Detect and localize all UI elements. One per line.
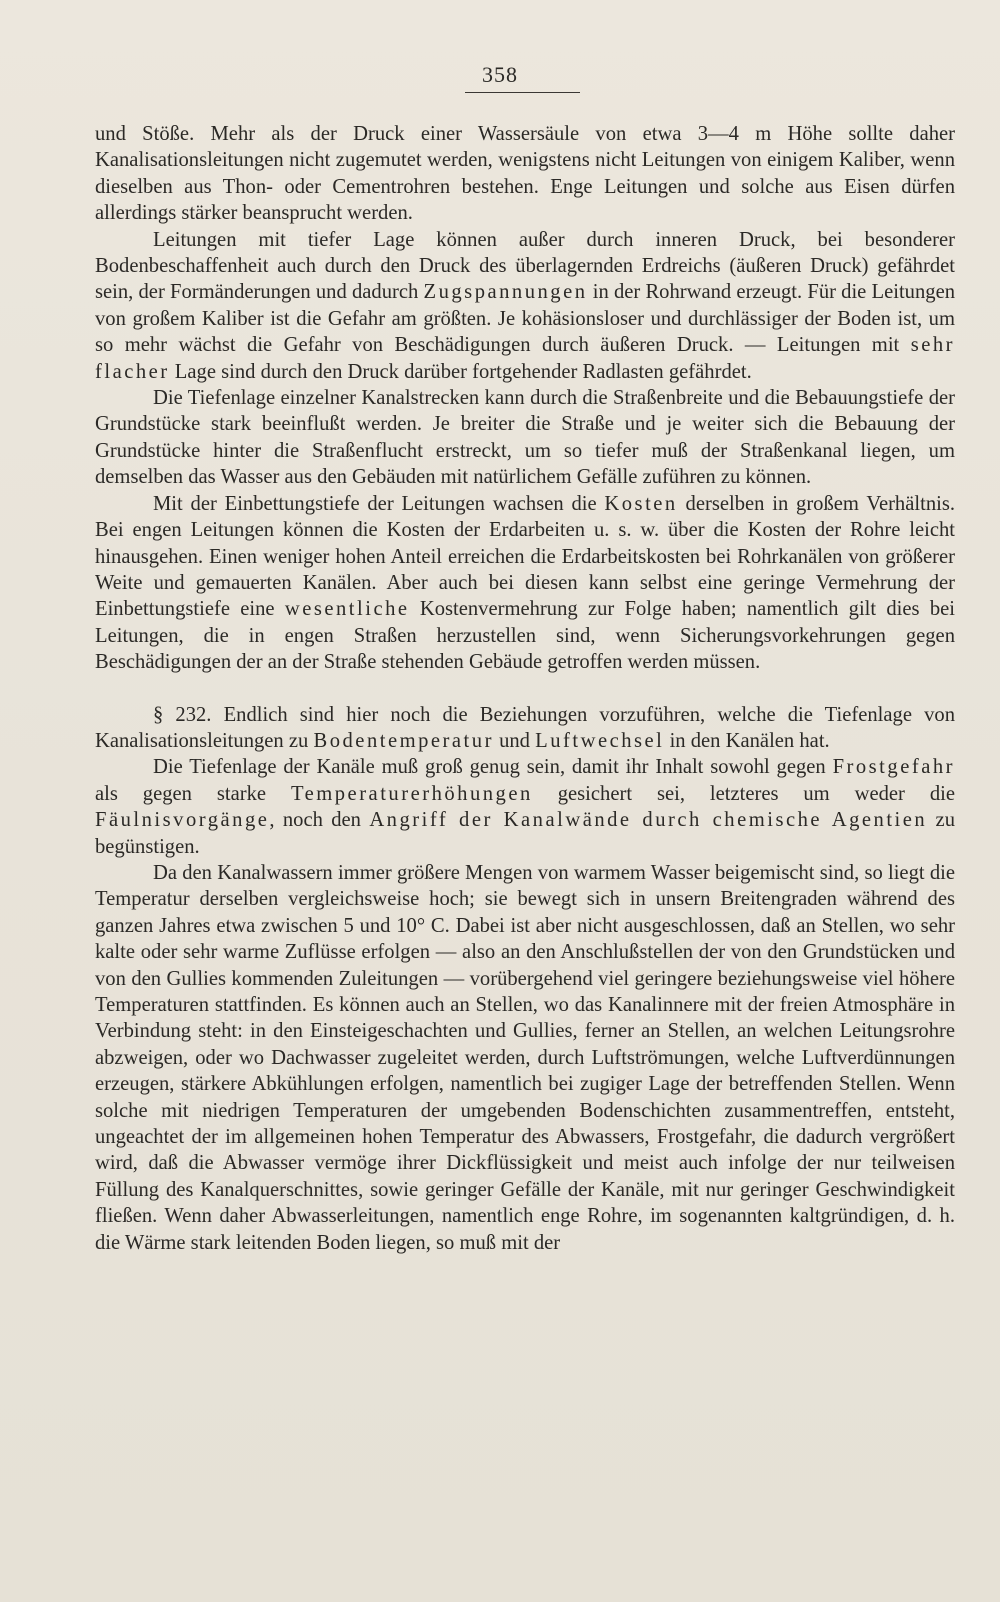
- spaced-emphasis: wesentliche: [284, 598, 410, 621]
- text-run: Lage sind durch den Druck darüber fortgehender Radlasten gefährdet.: [169, 360, 752, 383]
- text-run: Die Tiefenlage einzelner Kanalstrecken kann durch die Straßenbreite und die Bebauungstiefe der Grundstücke stark beeinflußt werden. Je breiter die Straße und je weiter sich die Bebauung der Grundstücke hinter die Straßenflucht erstreckt, um so tiefer muß der Straßenkanal liegen, um demselben das Wasser aus den Gebäuden mit natürlichem Gefälle zuführen zu können.: [95, 387, 955, 489]
- text-run: Leitungen mit tiefer Lage können außer durch inneren Druck, bei besonderer Bodenbeschaffenheit auch durch den Druck des überlagernden Erdreichs (äußeren Druck) gefährdet sein, der Formänderungen und dadurch: [95, 228, 955, 304]
- text-run: gesichert sei, letzteres um weder die: [532, 782, 955, 805]
- paragraph: [95, 860, 955, 1256]
- page-number: 358: [482, 62, 518, 87]
- header-rule: [465, 92, 580, 93]
- text-run: Da den Kanalwassern immer größere Mengen von warmem Wasser beigemischt sind, so liegt die Temperatur derselben vergleichsweise hoch; sie bewegt sich in unsern Breitengraden während des ganzen Jahres etwa zwischen 5 und 10° C. Dabei ist aber nicht ausgeschlossen, daß an Stellen, wo sehr kalte oder sehr warme Zuflüsse erfolgen — also an den Anschlußstellen der von den Grundstücken und von den Gullies kommenden Zuleitungen — vorübergehend viel geringere beziehungsweise viel höhere Temperaturen stattfinden. Es können auch an Stellen, wo das Kanalinnere mit der freien Atmosphäre in Verbindung steht: in den Einsteigeschachten und Gullies, ferner an Stellen, an welchen Leitungsrohre abzweigen, oder wo Dachwasser zugeleitet werden, durch Luftströmungen, welche Luftverdünnungen erzeugen, stärkere Abkühlungen erfolgen, namentlich bei zugiger Lage der betreffenden Stellen. Wenn solche mit niedrigen Temperaturen der umgebenden Bodenschichten zusammentreffen, entsteht, ungeachtet der im allgemeinen hohen Temperatur des Abwassers, Frostgefahr, die dadurch vergrößert wird, daß die Abwasser vermöge ihrer Dickflüssigkeit und meist auch infolge der nur teilweisen Füllung des Kanalquerschnittes, sowie geringer Gefälle der Kanäle, mit nur geringer Geschwindigkeit fließen. Wenn daher Abwasserleitungen, namentlich enge Rohre, im sogenannten kaltgründigen, d. h. die Wärme stark leitenden Boden liegen, so muß mit der: [95, 861, 955, 1254]
- text-run: § 232. Endlich sind hier noch die Beziehungen vorzuführen, welche die Tiefenlage von Kanalisationsleitungen zu: [95, 703, 955, 752]
- section-gap: [95, 676, 955, 702]
- text-run: Kostenvermehrung zur Folge haben; namentlich gilt dies bei Leitungen, die in engen Straßen herzustellen sind, wenn Sicherungsvorkehrungen gegen Beschädigungen der an der Straße stehenden Gebäude getroffen werden müssen.: [95, 598, 956, 674]
- spaced-emphasis: Zugspannungen: [423, 281, 588, 304]
- spaced-emphasis: Frostgefahr: [832, 756, 955, 779]
- text-run: Mit der Einbettungstiefe der Leitungen wachsen die: [153, 492, 605, 515]
- paragraph: [95, 702, 955, 755]
- text-run: und Stöße. Mehr als der Druck einer Wassersäule von etwa 3—4 m Höhe sollte daher Kanalisationsleitungen nicht zugemutet werden, wenigstens nicht Leitungen von einigem Kaliber, wenn dieselben aus Thon- oder Cementrohren bestehen. Enge Leitungen und solche aus Eisen dürfen allerdings stärker beansprucht werden.: [95, 123, 955, 225]
- spaced-emphasis: Angriff der Kanalwände durch chemische Agentien: [369, 809, 928, 832]
- body-text: [95, 121, 955, 1256]
- text-run: als gegen starke: [95, 782, 291, 805]
- text-run: , noch den: [269, 809, 370, 832]
- spaced-emphasis: Temperaturerhöhungen: [290, 782, 533, 805]
- spaced-emphasis: Kosten: [604, 492, 678, 515]
- paragraph: [95, 754, 955, 860]
- text-run: in den Kanälen hat.: [664, 729, 830, 752]
- text-run: und: [493, 729, 536, 752]
- paragraph: [95, 227, 955, 385]
- paragraph: [95, 121, 955, 227]
- spaced-emphasis: Fäulnisvorgänge: [95, 809, 270, 832]
- text-run: Die Tiefenlage der Kanäle muß groß genug sein, damit ihr Inhalt sowohl gegen: [153, 756, 833, 779]
- paragraph: [95, 385, 955, 491]
- spaced-emphasis: Luftwechsel: [535, 729, 665, 752]
- text-run: zu begünstigen.: [95, 809, 955, 858]
- paragraph: [95, 491, 955, 676]
- text-run: derselben in großem Verhältnis. Bei engen Leitungen können die Kosten der Erdarbeiten u. s. w. über die Kosten der Rohre leicht hinausgehen. Einen weniger hohen Anteil erreichen die Erdarbeitskosten bei Rohrkanälen von größerer Weite und gemauerten Kanälen. Aber auch bei diesen kann selbst eine geringe Vermehrung der Einbettungstiefe eine: [95, 492, 955, 621]
- text-run: in der Rohrwand erzeugt. Für die Leitungen von großem Kaliber ist die Gefahr am größten. Je kohäsionsloser und durchlässiger der Boden ist, um so mehr wächst die Gefahr von Beschädigungen durch äußeren Druck. — Leitungen mit: [95, 281, 956, 357]
- spaced-emphasis: Bodentemperatur: [313, 729, 494, 752]
- spaced-emphasis: sehr flacher: [95, 334, 955, 383]
